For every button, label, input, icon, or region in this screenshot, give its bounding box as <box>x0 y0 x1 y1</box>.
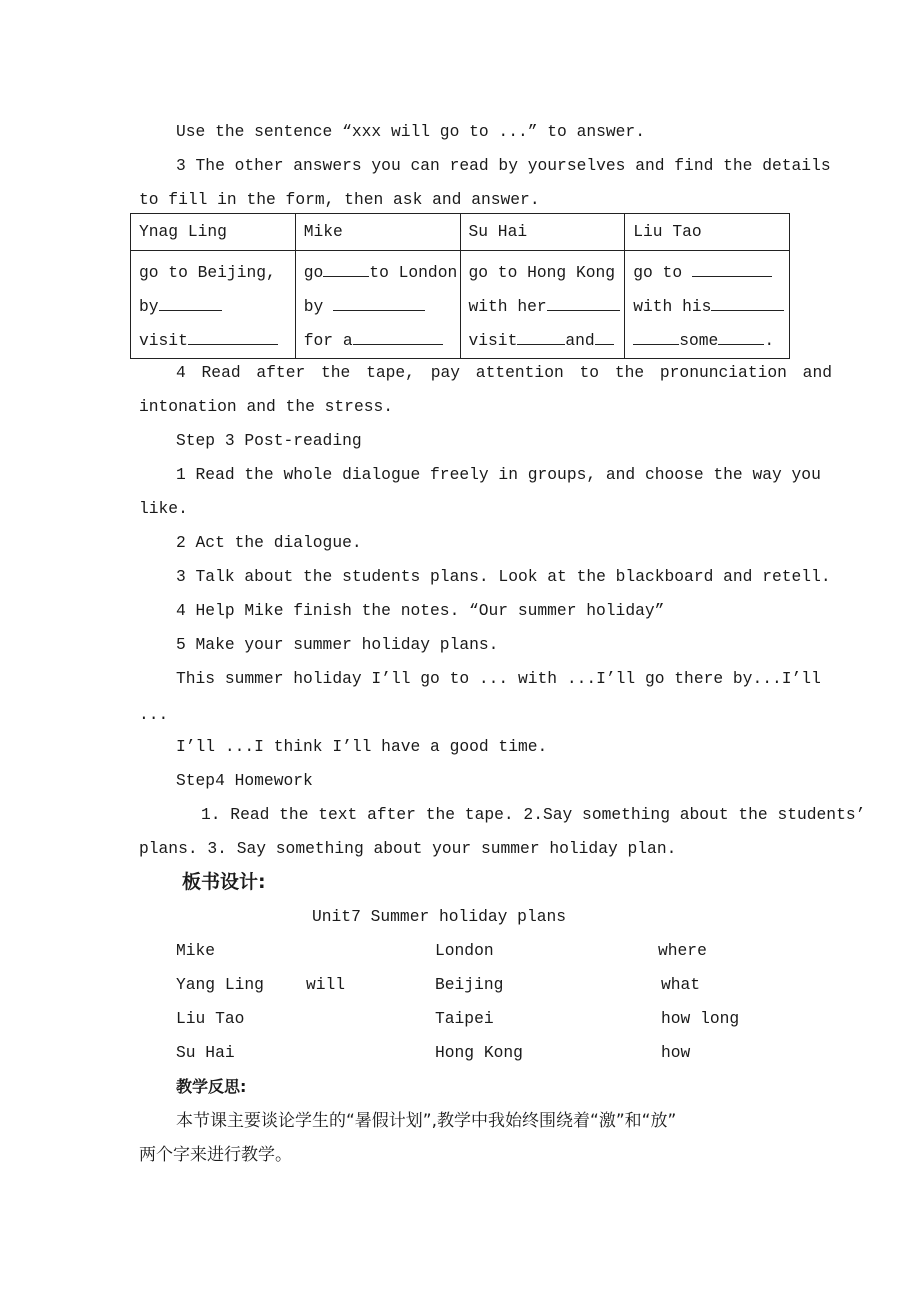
instruction-line: 5 Make your summer holiday plans. <box>176 635 499 654</box>
cell-liu-tao <box>625 251 790 359</box>
cell-text: . <box>764 331 775 350</box>
sentence-pattern: ... <box>139 705 169 724</box>
header-su-hai: Su Hai <box>460 214 625 251</box>
fill-blank[interactable] <box>547 295 620 311</box>
table-header-row <box>131 214 790 251</box>
instruction-line: 3 The other answers you can read by yourselves and find the details <box>176 156 831 175</box>
board-verb: will <box>306 975 346 994</box>
instruction-line: 2 Act the dialogue. <box>176 533 362 552</box>
instruction-line: to fill in the form, then ask and answer. <box>139 190 540 209</box>
sentence-pattern: This summer holiday I’ll go to ... with ...I’ll go there by...I’ll <box>176 669 821 688</box>
fill-blank[interactable] <box>595 329 614 345</box>
cell-text: go to <box>633 263 683 282</box>
board-question: how long <box>661 1009 740 1028</box>
board-question: how <box>661 1043 691 1062</box>
cell-text: and <box>565 331 595 350</box>
instruction-line: like. <box>139 499 188 518</box>
cell-yang-ling <box>131 251 296 359</box>
fill-blank[interactable] <box>718 329 764 345</box>
cell-text: go to Hong Kong <box>468 263 616 282</box>
fill-blank[interactable] <box>353 329 443 345</box>
sentence-pattern: I’ll ...I think I’ll have a good time. <box>176 737 548 756</box>
header-yang-ling: Ynag Ling <box>131 214 296 251</box>
board-design-heading: 板书设计: <box>182 871 266 893</box>
homework-line: 1. Read the text after the tape. 2.Say something about the students’ <box>201 805 866 824</box>
board-question: what <box>661 975 701 994</box>
instruction-line: 1 Read the whole dialogue freely in groups, and choose the way you <box>176 465 821 484</box>
fill-blank[interactable] <box>692 261 772 277</box>
header-mike: Mike <box>295 214 460 251</box>
cell-text: for a <box>303 331 353 350</box>
board-place: Beijing <box>435 975 504 994</box>
cell-text: visit <box>468 331 518 350</box>
cell-text: visit <box>139 331 188 350</box>
cell-text: by <box>303 297 324 316</box>
cell-text: go to Beijing, <box>139 263 276 282</box>
reflection-heading: 教学反思: <box>176 1077 247 1096</box>
instruction-line: 3 Talk about the students plans. Look at the blackboard and retell. <box>176 567 831 586</box>
board-name: Liu Tao <box>176 1009 245 1028</box>
fill-blank[interactable] <box>333 295 425 311</box>
instruction-line: 4 Help Mike finish the notes. <box>176 601 460 620</box>
table-row <box>131 251 790 359</box>
reflection-text: 本节课主要谈论学生的“暑假计划”,教学中我始终围绕着“激”和“放” <box>176 1111 677 1131</box>
cell-mike <box>295 251 460 359</box>
homework-line: plans. 3. Say something about your summer holiday plan. <box>139 839 677 858</box>
board-name: Mike <box>176 941 216 960</box>
board-question: where <box>658 941 707 960</box>
step-heading: Step 3 Post-reading <box>176 431 362 450</box>
fill-blank[interactable] <box>323 261 369 277</box>
board-place: Hong Kong <box>435 1043 523 1062</box>
fill-blank[interactable] <box>159 295 222 311</box>
fill-blank[interactable] <box>517 329 565 345</box>
board-title: Unit7 Summer holiday plans <box>312 907 567 926</box>
instruction-line: 4 Read after the tape, pay attention to the pronunciation and <box>176 363 832 382</box>
board-place: Taipei <box>435 1009 494 1028</box>
cell-text: by <box>139 297 159 316</box>
fill-blank[interactable] <box>188 329 278 345</box>
board-place: London <box>435 941 494 960</box>
instruction-line: Use the sentence “xxx will go to ...” to answer. <box>176 122 645 141</box>
header-liu-tao: Liu Tao <box>625 214 790 251</box>
cell-su-hai <box>460 251 625 359</box>
fill-blank[interactable] <box>633 329 679 345</box>
cell-text: to London <box>369 263 458 282</box>
instruction-line: intonation and the stress. <box>139 397 394 416</box>
cell-text: go <box>303 263 324 282</box>
cell-text: with his <box>633 297 712 316</box>
step-heading: Step4 Homework <box>176 771 313 790</box>
board-name: Yang Ling <box>176 975 264 994</box>
cell-text: with her <box>468 297 547 316</box>
fill-blank[interactable] <box>711 295 784 311</box>
notes-title: “Our summer holiday” <box>469 601 665 620</box>
board-name: Su Hai <box>176 1043 235 1062</box>
plans-form-table <box>130 213 790 359</box>
cell-text: some <box>679 331 719 350</box>
reflection-text: 两个字来进行教学。 <box>139 1145 292 1165</box>
